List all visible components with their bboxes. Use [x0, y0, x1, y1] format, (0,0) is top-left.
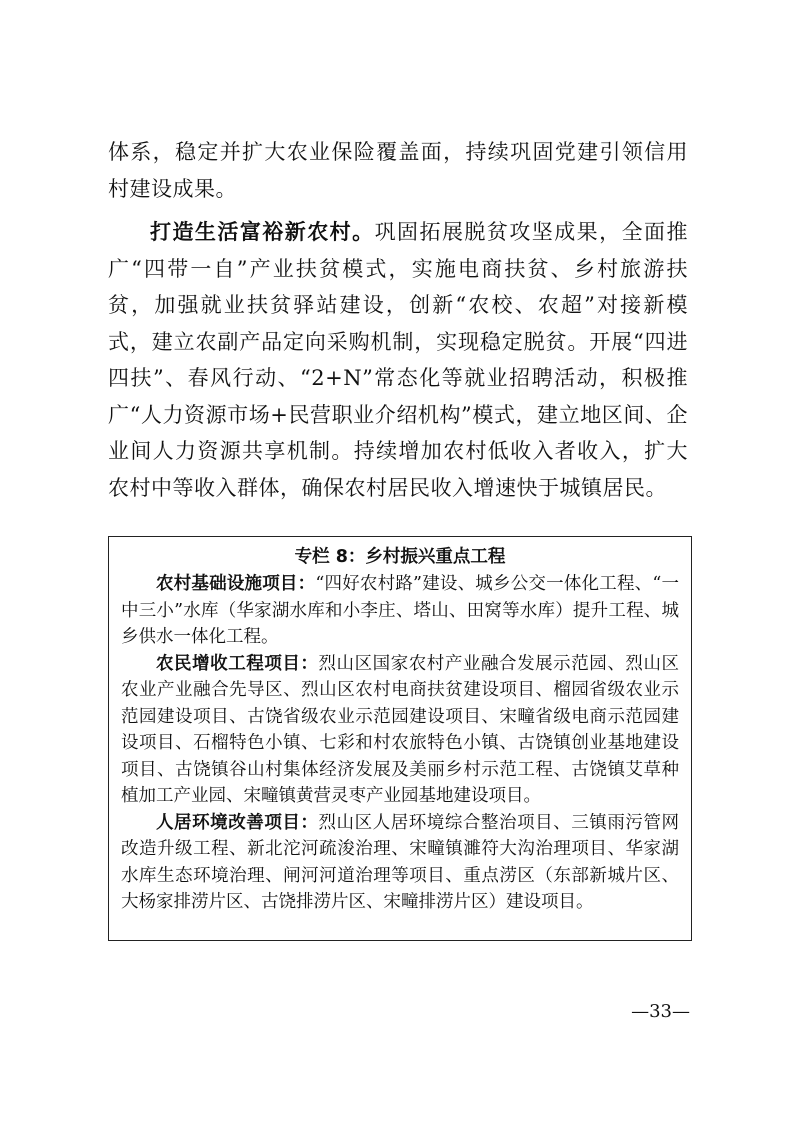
column-box	[108, 536, 692, 941]
paragraph-text: 体系，稳定并扩大农业保险覆盖面，持续巩固党建引领信用村建设成果。	[108, 140, 688, 201]
paragraph-body: 巩固拓展脱贫攻坚成果，全面推广“四带一自”产业扶贫模式，实施电商扶贫、乡村旅游扶贫，加强就业扶贫驿站建设，创新“农校、农超”对接新模式，建立农副产品定向采购机制，实现稳定脱贫。开展“四进四扶”、春风行动、“2+N”常态化等就业招聘活动，积极推广“人力资源市场+民营职业介绍机构”模式，建立地区间、企业间人力资源共享机制。持续增加农村低收入者收入，扩大农村中等收入群体，确保农村居民收入增速快于城镇居民。	[108, 220, 689, 500]
column-box-title: 专栏 8：乡村振兴重点工程	[294, 547, 506, 567]
column-item-body: 烈山区人居环境综合整治项目、三镇雨污管网改造升级工程、新北沱河疏浚治理、宋疃镇濉符大沟治理项目、华家湖水库生态环境治理、闸河河道治理等项目、重点涝区（东部新城片区、大杨家排涝片区、古饶排涝片区、宋疃排涝片区）建设项目。	[121, 812, 680, 912]
body-paragraph-1	[108, 134, 688, 207]
column-item-body: “四好农村路”建设、城乡公交一体化工程、“一中三小”水库（华家湖水库和小李庄、塔山、田窝等水库）提升工程、城乡供水一体化工程。	[121, 574, 680, 647]
column-item-lead: 人居环境改善项目：	[156, 812, 319, 833]
paragraph-lead: 打造生活富裕新农村。	[150, 220, 375, 244]
column-item-infrastructure	[121, 571, 679, 651]
column-item-lead: 农村基础设施项目：	[156, 574, 316, 594]
body-paragraph-2	[108, 214, 688, 506]
paragraph-text	[108, 214, 688, 506]
page-number: —33—	[631, 1001, 690, 1022]
column-item-lead: 农民增收工程项目：	[156, 653, 319, 674]
column-item-body: 烈山区国家农村产业融合发展示范园、烈山区农业产业融合先导区、烈山区农村电商扶贫建设项目、榴园省级农业示范园建设项目、古饶省级农业示范园建设项目、宋疃省级电商示范园建设项目、石榴特色小镇、七彩和村农旅特色小镇、古饶镇创业基地建设项目、古饶镇谷山村集体经济发展及美丽乡村示范工程、古饶镇艾草种植加工产业园、宋疃镇黄营灵枣产业园基地建设项目。	[121, 653, 680, 806]
column-item-environment	[121, 810, 679, 916]
column-item-income	[121, 651, 679, 810]
